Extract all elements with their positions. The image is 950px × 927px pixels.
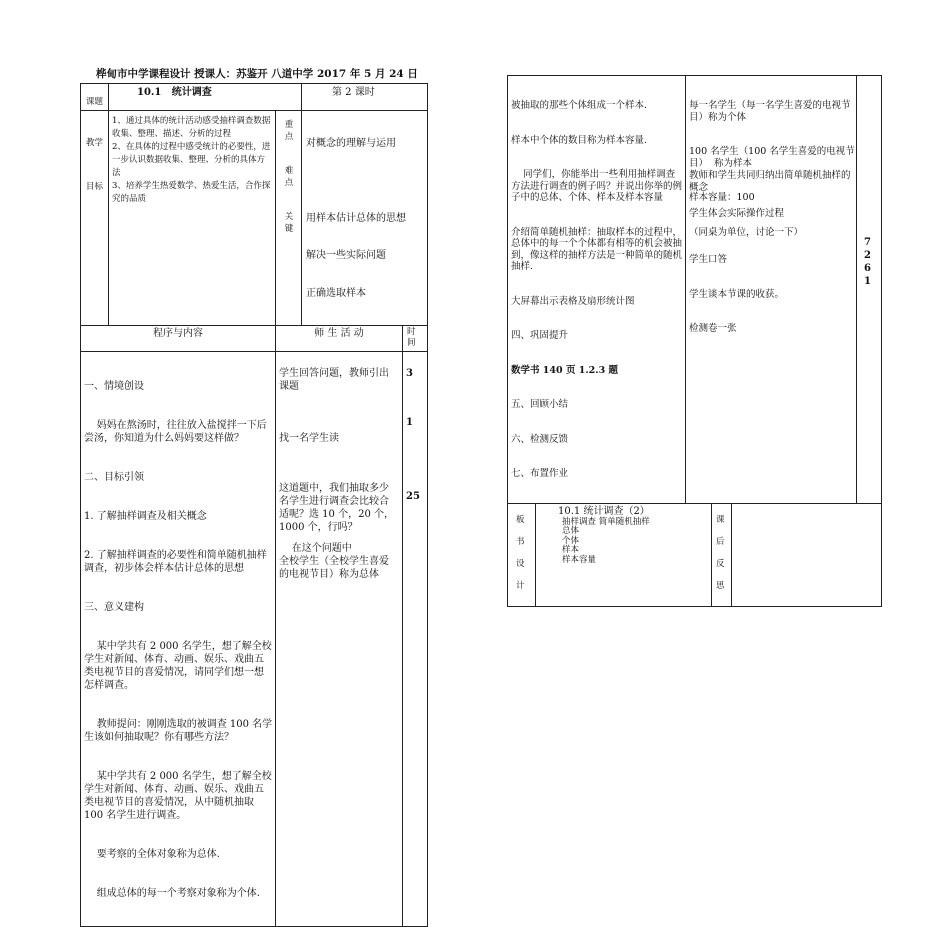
activity-item: 学生体会实际操作过程 — [689, 208, 785, 219]
lesson-plan-table-left — [80, 83, 428, 927]
activity-item: 学生回答问题，教师引出课题 — [279, 368, 389, 392]
process-line: 样本中个体的数目称为样本容量. — [511, 134, 648, 146]
process-line: 七、布置作业 — [511, 468, 569, 479]
activity-item: 检测卷一张 — [689, 323, 737, 334]
time-value: 3 — [406, 368, 413, 379]
activity-continued-cell — [686, 76, 857, 504]
process-line: 三、意义建构 — [84, 602, 144, 613]
time-digit: 7 — [864, 237, 871, 248]
time-continued-cell — [857, 76, 882, 504]
goal-item: 3、培养学生热爱数学、热爱生活，合作探究的品质 — [112, 181, 271, 204]
board-line: 总体 — [562, 526, 580, 536]
process-line: 数学书 140 页 1.2.3 题 — [511, 364, 619, 376]
process-line: 二、目标引领 — [84, 472, 144, 483]
topic-title-cell — [109, 84, 302, 111]
process-header: 程序与内容 — [153, 328, 203, 339]
activity-item: 样本容量：100 — [689, 192, 755, 203]
topic-label-cell — [81, 84, 109, 111]
goal-item: 2、在具体的过程中感受统计的必要性，进一步认识数据收集、整理、分析的具体方法 — [112, 142, 271, 178]
activity-item: 教师和学生共同归纳出简单随机抽样的概念 — [689, 170, 851, 193]
lesson-count: 第 2 课时 — [332, 87, 375, 98]
key-point: 用样本估计总体的思想 — [306, 212, 406, 224]
process-line: 2. 了解抽样调查的必要性和简单随机抽样调查，初步体会样本估计总体的思想 — [84, 550, 267, 574]
activity-header-cell — [276, 326, 403, 352]
lesson-count-cell — [302, 84, 428, 111]
process-line: 五、回顾小结 — [511, 399, 569, 410]
process-line: 某中学共有 2 000 名学生，想了解全校学生对新闻、体育、动画、娱乐、戏曲五类电视节目的喜爱情况，从中随机抽取 100 名学生进行调查。 — [84, 771, 272, 821]
key-points-cell — [302, 111, 428, 326]
process-header-cell — [81, 326, 276, 352]
activity-item: 学生口答 — [689, 254, 728, 265]
process-continued-cell — [508, 76, 686, 504]
process-line: 同学们，你能举出一些利用抽样调查方法进行调查的例子吗？并说出你举的例子中的总体、个体、样本及样本容量 — [511, 169, 683, 203]
process-line: 一、情境创设 — [84, 381, 144, 392]
board-title: 10.1 统计调查（2） — [558, 505, 650, 517]
activity-content-cell — [276, 352, 403, 927]
process-line: 要考察的全体对象称为总体. — [84, 849, 220, 860]
reflection-divider — [731, 503, 732, 607]
time-content-cell — [403, 352, 428, 927]
goals-label-2: 目标 — [85, 182, 103, 192]
topic-label: 课题 — [85, 97, 103, 107]
board-line: 样本容量 — [562, 554, 597, 565]
activity-item: 每一名学生（每一名学生喜爱的电视节目）称为个体 — [689, 100, 851, 123]
time-digit: 6 — [864, 263, 871, 274]
board-label-char: 计 — [516, 580, 525, 591]
process-line: 大屏幕出示表格及扇形统计图 — [511, 295, 635, 307]
reflect-label-char: 后 — [716, 536, 725, 547]
key-point: 正确选取样本 — [306, 287, 366, 299]
reflect-label-char: 课 — [716, 514, 725, 525]
board-label-char: 设 — [516, 558, 525, 569]
time-header: 时间 — [407, 327, 416, 348]
board-design-cell — [536, 503, 712, 606]
key-point: 对概念的理解与运用 — [306, 138, 396, 149]
process-line: 四、巩固提升 — [511, 330, 569, 341]
goals-cell — [109, 111, 276, 326]
process-line: 六、检测反馈 — [511, 433, 569, 445]
reflect-label-char: 反 — [716, 558, 725, 569]
board-label-char: 板 — [516, 514, 525, 525]
goal-item: 1、通过具体的统计活动感受抽样调查数据收集、整理、描述、分析的过程 — [112, 116, 271, 139]
critical-label: 关键 — [284, 212, 294, 234]
activity-item: 这道题中，我们抽取多少名学生进行调查会比较合适呢？选 10 个，20 个，1000 个，行吗？ — [279, 483, 394, 533]
reflect-label-char: 思 — [716, 580, 725, 591]
activity-item: （同桌为单位，讨论一下） — [689, 226, 804, 238]
reflection-cell — [712, 503, 882, 606]
activity-item: 找一名学生读 — [279, 433, 339, 444]
process-line: 教师提问：刚刚选取的被调查 100 名学生该如何抽取呢？你有哪些方法？ — [84, 719, 273, 743]
process-line: 妈妈在熬汤时，往往放入盐搅拌一下后尝汤，你知道为什么妈妈要这样做？ — [84, 420, 267, 444]
key-label: 重点 — [284, 120, 294, 142]
topic-title: 10.1 统计调查 — [137, 87, 212, 98]
process-line: 被抽取的那些个体组成一个样本. — [511, 100, 648, 111]
time-digit: 1 — [864, 276, 871, 287]
lesson-plan-table-right — [507, 75, 882, 607]
process-line: 组成总体的每一个考察对象称为个体. — [84, 888, 260, 899]
board-label-cell — [508, 503, 536, 606]
activity-item: 100 名学生（100 名学生喜爱的电视节目） 称为样本 — [689, 146, 855, 169]
process-line: 1. 了解抽样调查及相关概念 — [84, 511, 207, 522]
process-content-cell — [81, 352, 276, 927]
board-line: 抽样调查 简单随机抽样 — [562, 516, 650, 527]
page-header: 桦甸市中学课程设计 授课人：苏鉴开 八道中学 2017 年 5 月 24 日 — [96, 68, 418, 80]
time-header-cell — [403, 326, 428, 352]
goals-label-cell — [81, 111, 109, 326]
key-point: 解决一些实际问题 — [306, 250, 386, 261]
difficult-label: 难点 — [284, 166, 294, 188]
time-value: 1 — [406, 417, 413, 428]
time-value: 25 — [406, 491, 420, 502]
time-digit: 2 — [864, 250, 871, 261]
process-line: 介绍简单随机抽样：抽取样本的过程中，总体中的每一个个体都有相等的机会被抽到，像这样的抽样方法是一种简单的随机抽样. — [511, 226, 683, 272]
key-labels-cell — [276, 111, 302, 326]
board-label-char: 书 — [516, 536, 525, 547]
activity-item: 学生谈本节课的收获。 — [689, 288, 785, 300]
board-line: 样本 — [562, 545, 580, 555]
board-line: 个体 — [562, 535, 580, 546]
process-line: 某中学共有 2 000 名学生，想了解全校学生对新闻、体育、动画、娱乐、戏曲五类电视节目的喜爱情况，请同学们想一想怎样调查。 — [84, 641, 272, 691]
activity-header: 师 生 活 动 — [314, 328, 364, 339]
activity-item: 在这个问题中 全校学生（全校学生喜爱的电视节目）称为总体 — [279, 543, 389, 580]
goals-label-1: 教学 — [85, 138, 103, 148]
